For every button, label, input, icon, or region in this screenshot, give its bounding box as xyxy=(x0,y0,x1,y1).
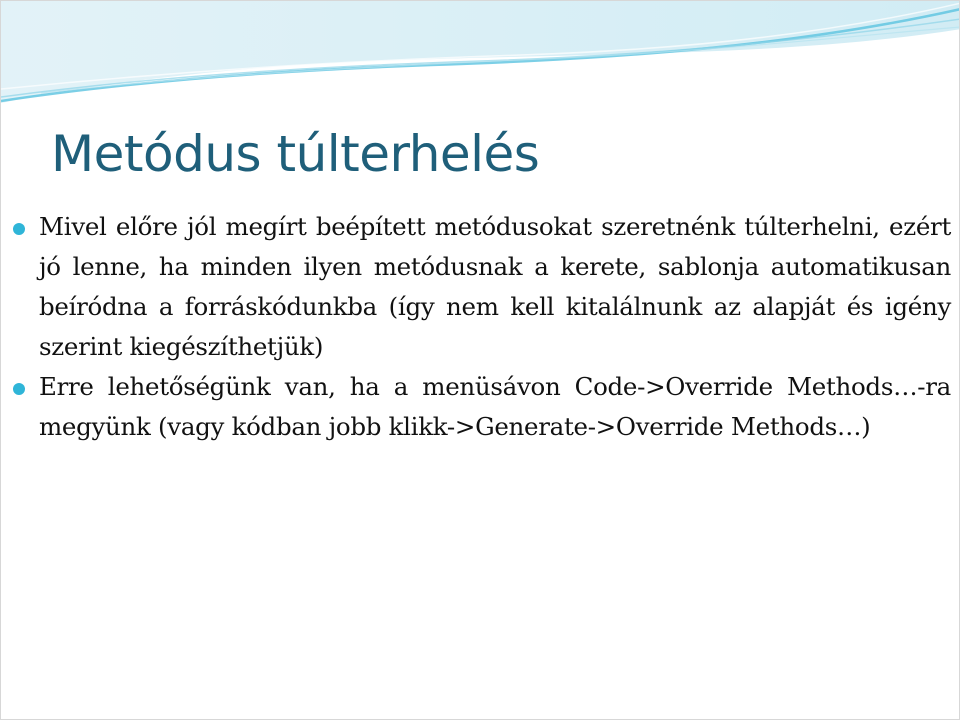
bullet-dot-icon xyxy=(13,223,25,235)
bullet-text: Mivel előre jól megírt beépített metódusokat szeretnénk túlterhelni, ezért jó lenne, ha minden ilyen metódusnak a kerete, sablonja automatikusan beíródna a forráskódunkba (így nem kell kitalálnunk az alapját és igény szerint kiegészíthetjük) xyxy=(39,212,951,361)
slide-title: Metódus túlterhelés xyxy=(51,125,540,183)
header-wave-decoration xyxy=(1,1,960,121)
bullet-item xyxy=(1,367,960,447)
bullet-text: Erre lehetőségünk van, ha a menüsávon Code->Override Methods…-ra megyünk (vagy kódban jobb klikk->Generate->Override Methods…) xyxy=(39,372,951,441)
bullet-item xyxy=(1,207,960,367)
bullet-list xyxy=(1,207,960,447)
bullet-dot-icon xyxy=(13,383,25,395)
